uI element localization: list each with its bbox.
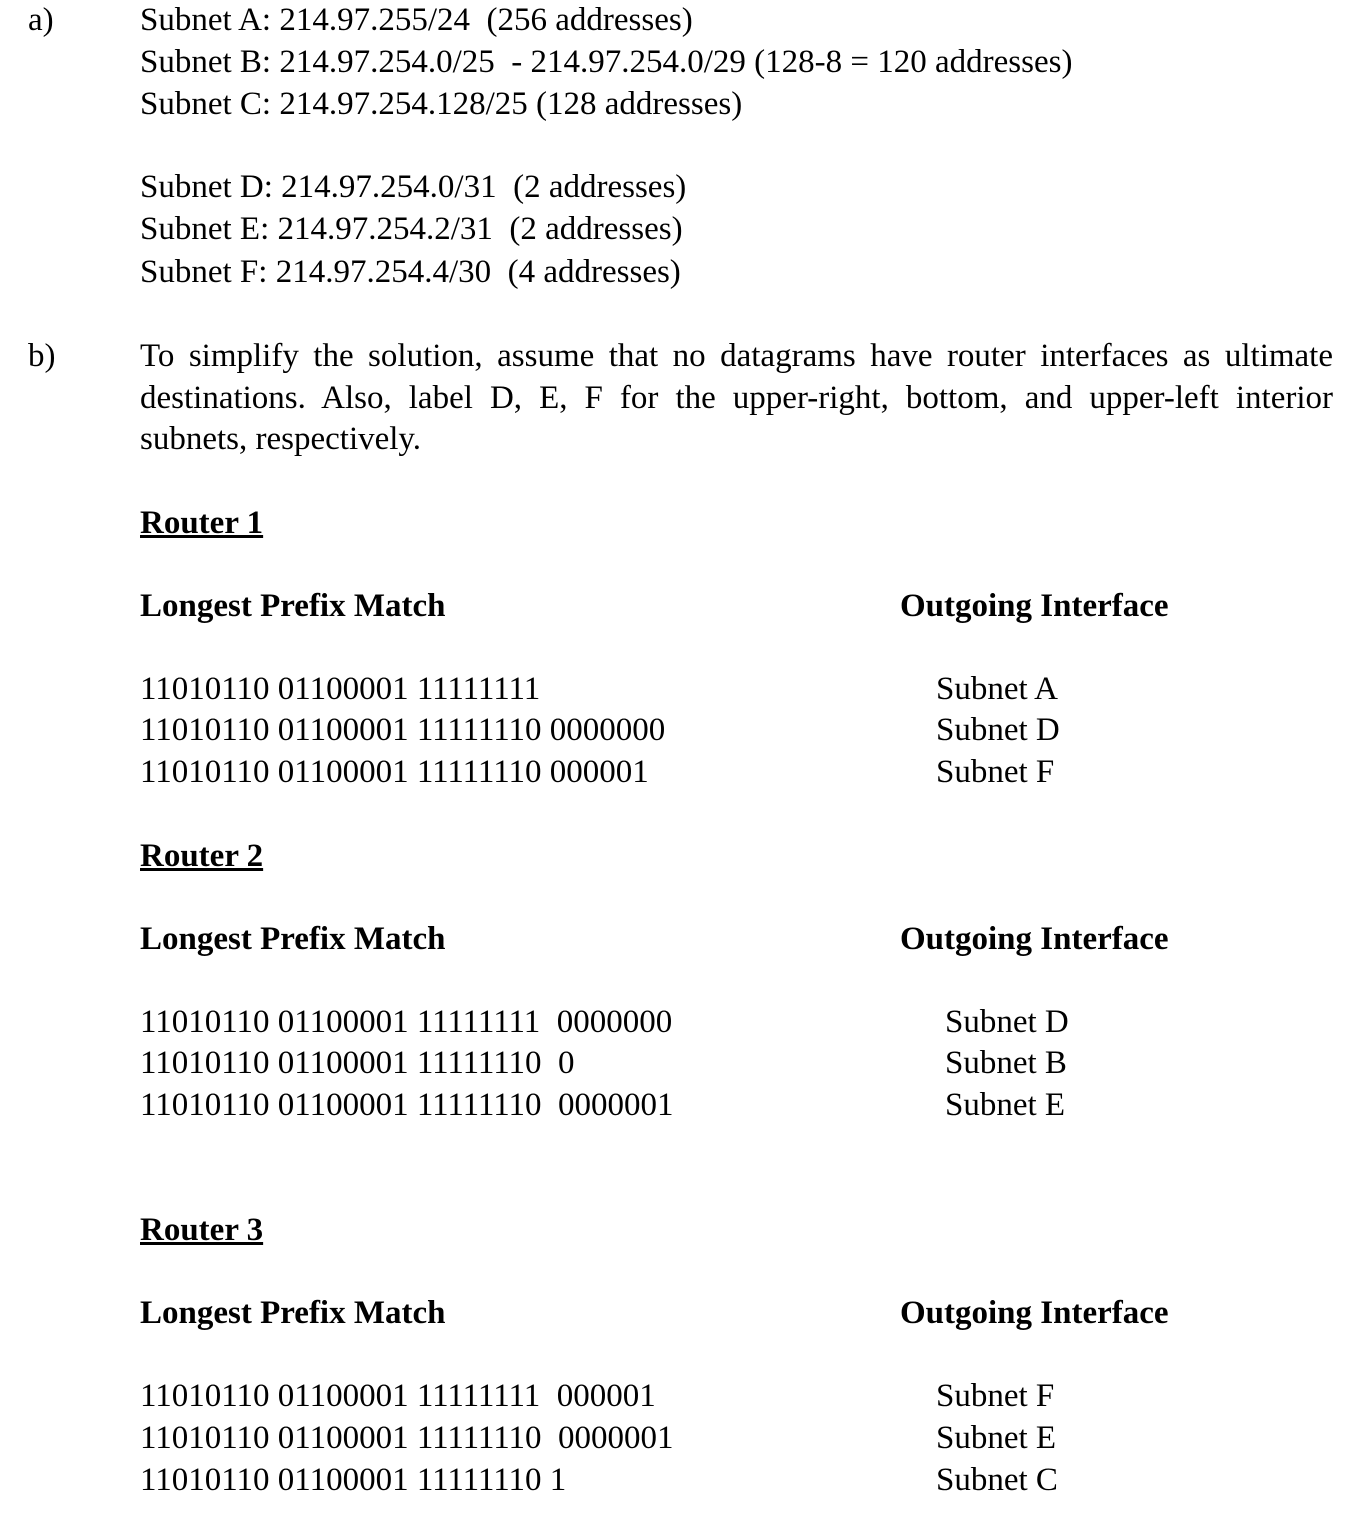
router-1-prefix-row: 11010110 01100001 11111111 bbox=[140, 671, 541, 707]
router-1-title: Router 1 bbox=[140, 505, 264, 541]
router-1-iface-row: Subnet F bbox=[936, 754, 1055, 790]
router-3-iface-row: Subnet F bbox=[936, 1378, 1055, 1414]
router-2-iface-row: Subnet D bbox=[945, 1004, 1069, 1040]
part-b-intro: To simplify the solution, assume that no datagrams have router interfaces as ultimate destinations. Also, label D, E, F for the upper-right, bottom, and upper-left interior subnets, respectively. bbox=[140, 338, 1333, 457]
router-2-iface-row: Subnet B bbox=[945, 1045, 1067, 1081]
router-1-iface-row: Subnet A bbox=[936, 671, 1058, 707]
router-3-interface-header: Outgoing Interface bbox=[900, 1295, 1169, 1331]
subnet-a-line: Subnet A: 214.97.255/24 (256 addresses) bbox=[140, 2, 693, 38]
router-3-iface-row: Subnet C bbox=[936, 1462, 1058, 1498]
router-3-iface-row: Subnet E bbox=[936, 1420, 1057, 1456]
router-3-prefix-row: 11010110 01100001 11111110 0000001 bbox=[140, 1420, 674, 1456]
router-2-interface-header: Outgoing Interface bbox=[900, 921, 1169, 957]
subnet-c-line: Subnet C: 214.97.254.128/25 (128 addresses) bbox=[140, 86, 743, 122]
part-b-label: b) bbox=[28, 338, 56, 374]
router-3-prefix-row: 11010110 01100001 11111110 1 bbox=[140, 1462, 567, 1498]
router-1-prefix-row: 11010110 01100001 11111110 0000000 bbox=[140, 712, 666, 748]
router-2-title: Router 2 bbox=[140, 838, 264, 874]
router-1-interface-header: Outgoing Interface bbox=[900, 588, 1169, 624]
router-3-prefix-row: 11010110 01100001 11111111 000001 bbox=[140, 1378, 656, 1414]
subnet-e-line: Subnet E: 214.97.254.2/31 (2 addresses) bbox=[140, 211, 683, 247]
router-3-title: Router 3 bbox=[140, 1212, 264, 1248]
router-1-prefix-header: Longest Prefix Match bbox=[140, 588, 446, 624]
subnet-d-line: Subnet D: 214.97.254.0/31 (2 addresses) bbox=[140, 169, 687, 205]
subnet-f-line: Subnet F: 214.97.254.4/30 (4 addresses) bbox=[140, 254, 681, 290]
part-a-label: a) bbox=[28, 2, 54, 38]
router-2-iface-row: Subnet E bbox=[945, 1087, 1066, 1123]
router-3-prefix-header: Longest Prefix Match bbox=[140, 1295, 446, 1331]
router-1-prefix-row: 11010110 01100001 11111110 000001 bbox=[140, 754, 649, 790]
router-2-prefix-row: 11010110 01100001 11111110 0000001 bbox=[140, 1087, 674, 1123]
subnet-b-line: Subnet B: 214.97.254.0/25 - 214.97.254.0/29 (128-8 = 120 addresses) bbox=[140, 44, 1073, 80]
router-1-iface-row: Subnet D bbox=[936, 712, 1060, 748]
router-2-prefix-row: 11010110 01100001 11111110 0 bbox=[140, 1045, 575, 1081]
router-2-prefix-row: 11010110 01100001 11111111 0000000 bbox=[140, 1004, 673, 1040]
router-2-prefix-header: Longest Prefix Match bbox=[140, 921, 446, 957]
